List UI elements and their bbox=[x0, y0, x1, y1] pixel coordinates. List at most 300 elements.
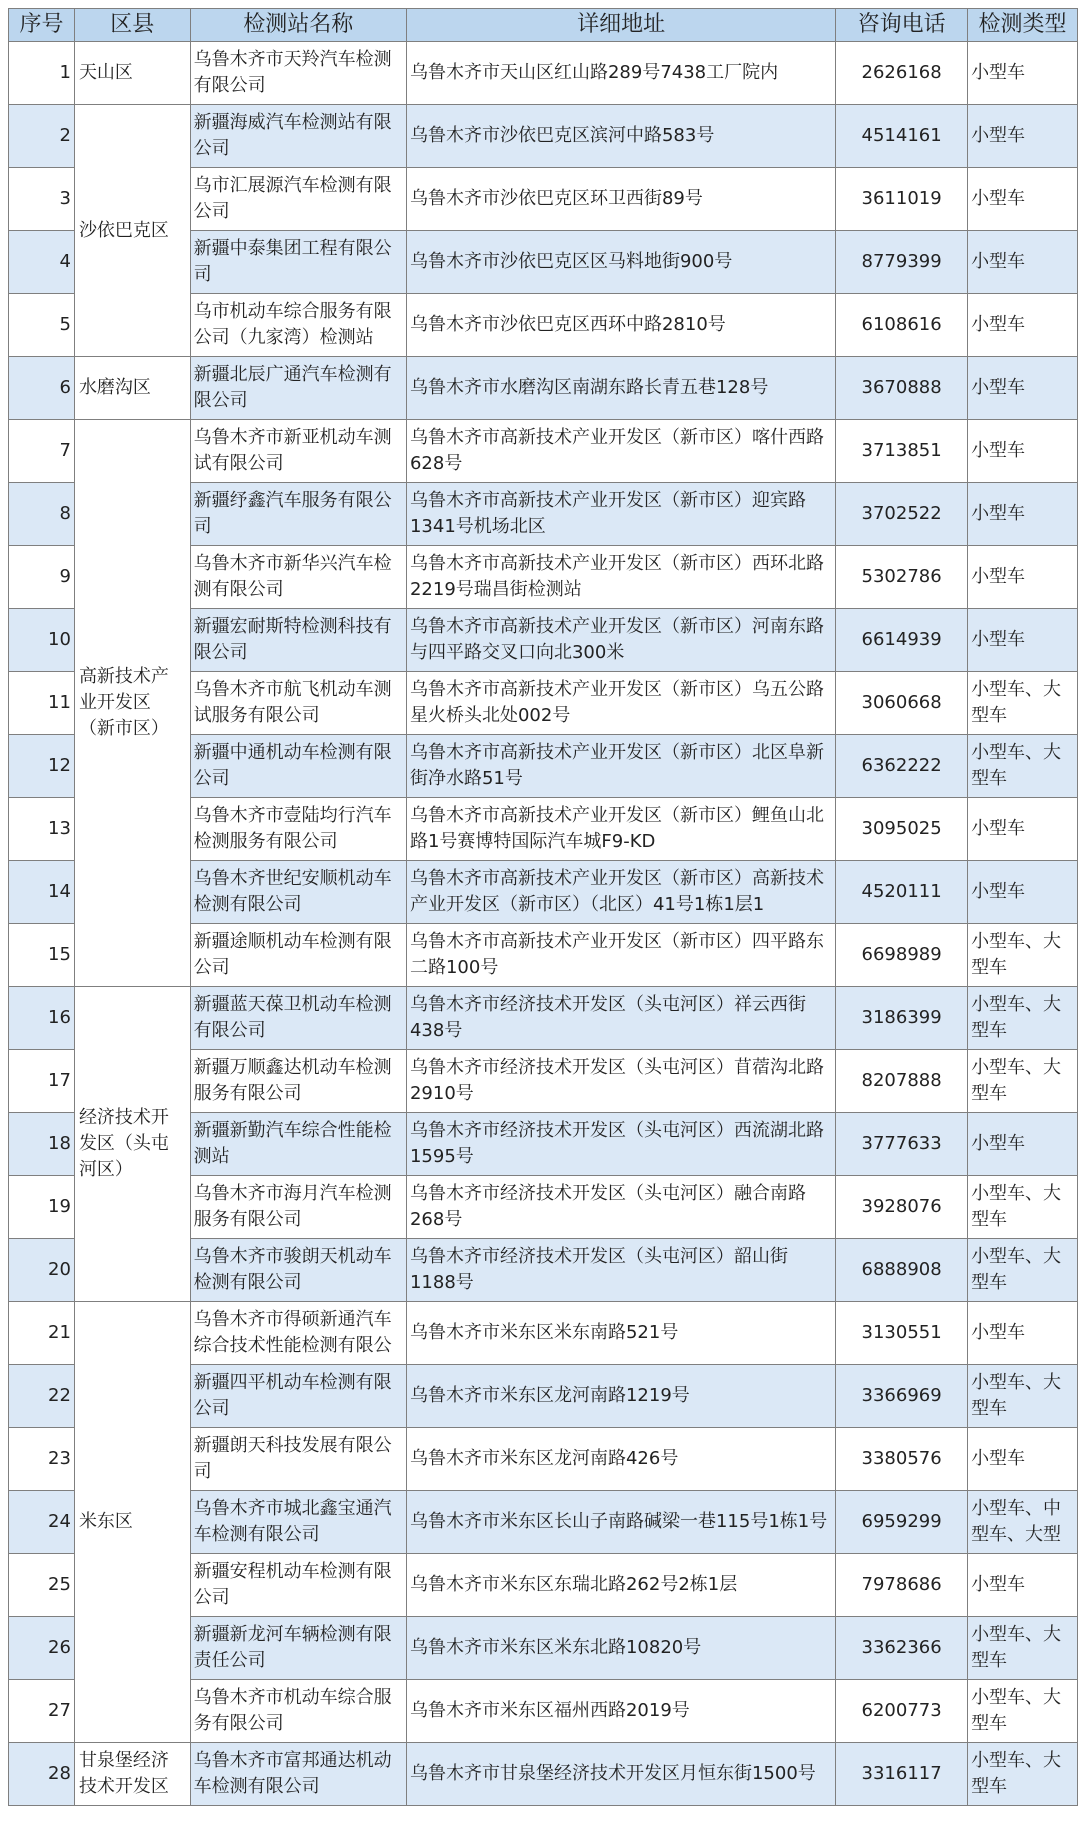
cell-type bbox=[968, 294, 1078, 357]
cell-district: 高新技术产业开发区（新市区） bbox=[74, 420, 190, 987]
cell-address-text: 乌鲁木齐市高新技术产业开发区（新市区）喀什西路628号 bbox=[409, 427, 824, 474]
cell-address-text: 乌鲁木齐市米东区米东南路521号 bbox=[409, 1322, 679, 1343]
station-table-wrapper bbox=[8, 8, 1078, 1806]
cell-station-name bbox=[190, 42, 406, 105]
cell-index-text: 2 bbox=[59, 125, 71, 146]
cell-address bbox=[406, 1176, 835, 1239]
cell-type bbox=[968, 1491, 1078, 1554]
cell-address-text: 乌鲁木齐市经济技术开发区（头屯河区）苜蓿沟北路2910号 bbox=[409, 1057, 824, 1104]
cell-index-text: 11 bbox=[48, 692, 71, 713]
cell-type-text: 小型车 bbox=[971, 629, 1026, 650]
cell-address-text: 乌鲁木齐市高新技术产业开发区（新市区）迎宾路1341号机场北区 bbox=[409, 490, 806, 537]
cell-type-text: 小型车 bbox=[971, 1322, 1026, 1343]
cell-type-text: 小型车、大型车 bbox=[971, 1624, 1062, 1671]
cell-phone bbox=[836, 546, 968, 609]
cell-district: 甘泉堡经济技术开发区 bbox=[74, 1743, 190, 1806]
cell-station-name bbox=[190, 1365, 406, 1428]
cell-station-name-text: 新疆新勤汽车综合性能检测站 bbox=[193, 1120, 392, 1167]
table-row bbox=[9, 105, 1078, 168]
cell-address bbox=[406, 987, 835, 1050]
cell-station-name bbox=[190, 609, 406, 672]
cell-phone bbox=[836, 1554, 968, 1617]
cell-address-text: 乌鲁木齐市米东区龙河南路426号 bbox=[409, 1448, 679, 1469]
cell-phone bbox=[836, 1365, 968, 1428]
cell-type-text: 小型车、大型车 bbox=[971, 1057, 1062, 1104]
cell-phone-text: 6108616 bbox=[861, 314, 942, 335]
cell-station-name-text: 新疆四平机动车检测有限公司 bbox=[193, 1372, 392, 1419]
cell-index bbox=[9, 672, 75, 735]
cell-station-name bbox=[190, 735, 406, 798]
cell-index bbox=[9, 1239, 75, 1302]
cell-phone-text: 6959299 bbox=[861, 1511, 942, 1532]
cell-phone-text: 8207888 bbox=[861, 1070, 942, 1091]
cell-station-name-text: 新疆宏耐斯特检测科技有限公司 bbox=[193, 616, 392, 663]
cell-phone-text: 3702522 bbox=[861, 503, 942, 524]
cell-address bbox=[406, 231, 835, 294]
cell-address-text: 乌鲁木齐市沙依巴克区区马料地街900号 bbox=[409, 251, 733, 272]
cell-phone bbox=[836, 735, 968, 798]
table-row bbox=[9, 1302, 1078, 1365]
cell-address bbox=[406, 672, 835, 735]
cell-phone-text: 3611019 bbox=[861, 188, 942, 209]
cell-address bbox=[406, 1428, 835, 1491]
header-address: 详细地址 bbox=[406, 9, 835, 42]
cell-type-text: 小型车 bbox=[971, 251, 1026, 272]
cell-address-text: 乌鲁木齐市高新技术产业开发区（新市区）河南东路与四平路交叉口向北300米 bbox=[409, 616, 824, 663]
cell-address bbox=[406, 1050, 835, 1113]
cell-index bbox=[9, 861, 75, 924]
cell-phone-text: 3777633 bbox=[861, 1133, 942, 1154]
cell-index-text: 15 bbox=[48, 944, 71, 965]
cell-type bbox=[968, 987, 1078, 1050]
cell-type-text: 小型车 bbox=[971, 566, 1026, 587]
cell-station-name-text: 乌市汇展源汽车检测有限公司 bbox=[193, 175, 392, 222]
cell-index bbox=[9, 357, 75, 420]
cell-phone-text: 3713851 bbox=[861, 440, 942, 461]
cell-type bbox=[968, 1365, 1078, 1428]
cell-index-text: 9 bbox=[59, 566, 71, 587]
cell-station-name bbox=[190, 168, 406, 231]
cell-index-text: 23 bbox=[48, 1448, 71, 1469]
cell-index-text: 21 bbox=[48, 1322, 71, 1343]
cell-phone-text: 3380576 bbox=[861, 1448, 942, 1469]
cell-station-name-text: 新疆朗天科技发展有限公司 bbox=[193, 1435, 392, 1482]
cell-station-name-text: 乌鲁木齐市城北鑫宝通汽车检测有限公司 bbox=[193, 1498, 392, 1545]
cell-type bbox=[968, 1428, 1078, 1491]
cell-station-name-text: 乌鲁木齐市壹陆均行汽车检测服务有限公司 bbox=[193, 805, 392, 852]
cell-station-name-text: 新疆新龙河车辆检测有限责任公司 bbox=[193, 1624, 392, 1671]
cell-station-name-text: 乌鲁木齐市骏朗天机动车检测有限公司 bbox=[193, 1246, 392, 1293]
cell-type bbox=[968, 1302, 1078, 1365]
cell-index bbox=[9, 1050, 75, 1113]
cell-station-name-text: 乌鲁木齐市海月汽车检测服务有限公司 bbox=[193, 1183, 392, 1230]
cell-index-text: 24 bbox=[48, 1511, 71, 1532]
cell-index bbox=[9, 609, 75, 672]
cell-phone-text: 3670888 bbox=[861, 377, 942, 398]
cell-type-text: 小型车、大型车 bbox=[971, 679, 1062, 726]
cell-index-text: 3 bbox=[59, 188, 71, 209]
cell-address bbox=[406, 924, 835, 987]
cell-phone bbox=[836, 357, 968, 420]
table-row bbox=[9, 1743, 1078, 1806]
cell-index-text: 17 bbox=[48, 1070, 71, 1091]
cell-type bbox=[968, 357, 1078, 420]
cell-address bbox=[406, 1302, 835, 1365]
cell-type-text: 小型车、中型车、大型 bbox=[971, 1498, 1062, 1545]
cell-station-name-text: 新疆北辰广通汽车检测有限公司 bbox=[193, 364, 392, 411]
table-row bbox=[9, 357, 1078, 420]
cell-address-text: 乌鲁木齐市高新技术产业开发区（新市区）高新技术产业开发区（新市区）（北区）41号1栋1层1 bbox=[409, 868, 824, 915]
cell-district: 米东区 bbox=[74, 1302, 190, 1743]
cell-phone bbox=[836, 1113, 968, 1176]
cell-phone bbox=[836, 798, 968, 861]
cell-station-name bbox=[190, 1113, 406, 1176]
cell-station-name bbox=[190, 861, 406, 924]
cell-index bbox=[9, 483, 75, 546]
cell-index-text: 25 bbox=[48, 1574, 71, 1595]
cell-station-name bbox=[190, 1491, 406, 1554]
cell-phone-text: 5302786 bbox=[861, 566, 942, 587]
cell-address-text: 乌鲁木齐市米东区龙河南路1219号 bbox=[409, 1385, 690, 1406]
cell-type bbox=[968, 672, 1078, 735]
cell-type-text: 小型车 bbox=[971, 440, 1026, 461]
cell-phone-text: 6888908 bbox=[861, 1259, 942, 1280]
cell-phone bbox=[836, 168, 968, 231]
header-station-name: 检测站名称 bbox=[190, 9, 406, 42]
cell-index-text: 14 bbox=[48, 881, 71, 902]
cell-phone bbox=[836, 231, 968, 294]
header-district: 区县 bbox=[74, 9, 190, 42]
cell-phone bbox=[836, 672, 968, 735]
cell-district: 天山区 bbox=[74, 42, 190, 105]
cell-type-text: 小型车 bbox=[971, 314, 1026, 335]
cell-phone bbox=[836, 1050, 968, 1113]
cell-index bbox=[9, 924, 75, 987]
cell-address-text: 乌鲁木齐市甘泉堡经济技术开发区月恒东街1500号 bbox=[409, 1763, 816, 1784]
cell-phone bbox=[836, 1680, 968, 1743]
cell-type-text: 小型车 bbox=[971, 1574, 1026, 1595]
cell-address bbox=[406, 546, 835, 609]
cell-address bbox=[406, 483, 835, 546]
cell-index bbox=[9, 1113, 75, 1176]
cell-address bbox=[406, 1239, 835, 1302]
cell-address-text: 乌鲁木齐市水磨沟区南湖东路长青五巷128号 bbox=[409, 377, 769, 398]
cell-station-name-text: 乌鲁木齐世纪安顺机动车检测有限公司 bbox=[193, 868, 392, 915]
cell-index bbox=[9, 798, 75, 861]
cell-index bbox=[9, 1617, 75, 1680]
cell-phone-text: 3316117 bbox=[861, 1763, 942, 1784]
cell-station-name-text: 新疆中通机动车检测有限公司 bbox=[193, 742, 392, 789]
cell-station-name-text: 新疆纾鑫汽车服务有限公司 bbox=[193, 490, 392, 537]
cell-station-name-text: 新疆海威汽车检测站有限公司 bbox=[193, 112, 392, 159]
cell-phone bbox=[836, 1617, 968, 1680]
cell-phone bbox=[836, 987, 968, 1050]
cell-index-text: 16 bbox=[48, 1007, 71, 1028]
cell-phone bbox=[836, 924, 968, 987]
cell-address-text: 乌鲁木齐市经济技术开发区（头屯河区）韶山街1188号 bbox=[409, 1246, 788, 1293]
cell-station-name-text: 乌鲁木齐市新华兴汽车检测有限公司 bbox=[193, 553, 392, 600]
cell-phone bbox=[836, 294, 968, 357]
cell-index-text: 22 bbox=[48, 1385, 71, 1406]
cell-index-text: 7 bbox=[59, 440, 71, 461]
cell-station-name bbox=[190, 987, 406, 1050]
cell-type-text: 小型车、大型车 bbox=[971, 931, 1062, 978]
cell-phone bbox=[836, 105, 968, 168]
cell-index bbox=[9, 231, 75, 294]
cell-phone bbox=[836, 1239, 968, 1302]
cell-address-text: 乌鲁木齐市天山区红山路289号7438工厂院内 bbox=[409, 62, 779, 83]
cell-phone bbox=[836, 861, 968, 924]
cell-phone-text: 7978686 bbox=[861, 1574, 942, 1595]
cell-address bbox=[406, 1617, 835, 1680]
cell-phone-text: 4514161 bbox=[861, 125, 942, 146]
cell-address-text: 乌鲁木齐市高新技术产业开发区（新市区）乌五公路星火桥头北处002号 bbox=[409, 679, 824, 726]
cell-phone bbox=[836, 1176, 968, 1239]
cell-type bbox=[968, 42, 1078, 105]
cell-type-text: 小型车、大型车 bbox=[971, 1687, 1062, 1734]
cell-type-text: 小型车 bbox=[971, 818, 1026, 839]
cell-type bbox=[968, 609, 1078, 672]
cell-station-name bbox=[190, 1428, 406, 1491]
cell-address-text: 乌鲁木齐市米东区福州西路2019号 bbox=[409, 1700, 690, 1721]
cell-index bbox=[9, 1176, 75, 1239]
cell-index bbox=[9, 420, 75, 483]
cell-type bbox=[968, 105, 1078, 168]
cell-station-name-text: 乌鲁木齐市天羚汽车检测有限公司 bbox=[193, 49, 392, 96]
cell-type-text: 小型车 bbox=[971, 377, 1026, 398]
cell-type bbox=[968, 861, 1078, 924]
cell-index bbox=[9, 1680, 75, 1743]
cell-station-name bbox=[190, 1302, 406, 1365]
cell-type bbox=[968, 1554, 1078, 1617]
table-body bbox=[9, 42, 1078, 1806]
cell-phone bbox=[836, 42, 968, 105]
cell-phone-text: 8779399 bbox=[861, 251, 942, 272]
cell-address-text: 乌鲁木齐市经济技术开发区（头屯河区）祥云西街438号 bbox=[409, 994, 806, 1041]
cell-address-text: 乌鲁木齐市米东区东瑞北路262号2栋1层 bbox=[409, 1574, 738, 1595]
cell-phone bbox=[836, 483, 968, 546]
cell-index bbox=[9, 987, 75, 1050]
cell-address bbox=[406, 1491, 835, 1554]
cell-station-name-text: 新疆中泰集团工程有限公司 bbox=[193, 238, 392, 285]
cell-type-text: 小型车 bbox=[971, 62, 1026, 83]
table-row bbox=[9, 987, 1078, 1050]
cell-type-text: 小型车、大型车 bbox=[971, 994, 1062, 1041]
cell-index bbox=[9, 1743, 75, 1806]
cell-phone-text: 3362366 bbox=[861, 1637, 942, 1658]
cell-phone bbox=[836, 420, 968, 483]
cell-address bbox=[406, 1680, 835, 1743]
cell-type bbox=[968, 168, 1078, 231]
cell-index-text: 19 bbox=[48, 1196, 71, 1217]
header-row bbox=[9, 9, 1078, 42]
cell-type bbox=[968, 483, 1078, 546]
cell-phone bbox=[836, 1428, 968, 1491]
cell-phone-text: 3928076 bbox=[861, 1196, 942, 1217]
cell-address bbox=[406, 168, 835, 231]
cell-index-text: 18 bbox=[48, 1133, 71, 1154]
cell-index-text: 13 bbox=[48, 818, 71, 839]
cell-index-text: 26 bbox=[48, 1637, 71, 1658]
cell-index bbox=[9, 105, 75, 168]
cell-station-name bbox=[190, 1680, 406, 1743]
cell-phone-text: 6614939 bbox=[861, 629, 942, 650]
cell-type bbox=[968, 1176, 1078, 1239]
cell-address bbox=[406, 105, 835, 168]
cell-address-text: 乌鲁木齐市沙依巴克区西环中路2810号 bbox=[409, 314, 726, 335]
cell-index bbox=[9, 1554, 75, 1617]
cell-index bbox=[9, 546, 75, 609]
cell-address bbox=[406, 798, 835, 861]
cell-phone-text: 3095025 bbox=[861, 818, 942, 839]
cell-station-name bbox=[190, 105, 406, 168]
cell-type bbox=[968, 231, 1078, 294]
cell-station-name bbox=[190, 1617, 406, 1680]
cell-phone-text: 3366969 bbox=[861, 1385, 942, 1406]
cell-index bbox=[9, 168, 75, 231]
cell-station-name bbox=[190, 1176, 406, 1239]
cell-type-text: 小型车、大型车 bbox=[971, 1183, 1062, 1230]
cell-phone bbox=[836, 1491, 968, 1554]
cell-address-text: 乌鲁木齐市经济技术开发区（头屯河区）西流湖北路1595号 bbox=[409, 1120, 824, 1167]
cell-phone-text: 6362222 bbox=[861, 755, 942, 776]
cell-station-name-text: 乌市机动车综合服务有限公司（九家湾）检测站 bbox=[193, 301, 392, 348]
cell-index bbox=[9, 735, 75, 798]
cell-address bbox=[406, 1743, 835, 1806]
cell-station-name bbox=[190, 1050, 406, 1113]
cell-index-text: 5 bbox=[59, 314, 71, 335]
cell-station-name-text: 乌鲁木齐市富邦通达机动车检测有限公司 bbox=[193, 1750, 392, 1797]
cell-type-text: 小型车 bbox=[971, 1133, 1026, 1154]
cell-station-name bbox=[190, 231, 406, 294]
cell-district: 经济技术开发区（头屯河区） bbox=[74, 987, 190, 1302]
cell-address bbox=[406, 1365, 835, 1428]
cell-phone bbox=[836, 1743, 968, 1806]
cell-index bbox=[9, 1365, 75, 1428]
cell-index-text: 27 bbox=[48, 1700, 71, 1721]
cell-district: 沙依巴克区 bbox=[74, 105, 190, 357]
cell-phone bbox=[836, 1302, 968, 1365]
cell-type-text: 小型车 bbox=[971, 503, 1026, 524]
cell-station-name bbox=[190, 420, 406, 483]
cell-index bbox=[9, 1302, 75, 1365]
cell-phone-text: 2626168 bbox=[861, 62, 942, 83]
cell-station-name-text: 新疆蓝天葆卫机动车检测有限公司 bbox=[193, 994, 392, 1041]
cell-index-text: 4 bbox=[59, 251, 71, 272]
cell-type-text: 小型车 bbox=[971, 881, 1026, 902]
cell-address-text: 乌鲁木齐市米东区米东北路10820号 bbox=[409, 1637, 702, 1658]
cell-type bbox=[968, 1239, 1078, 1302]
cell-address bbox=[406, 42, 835, 105]
cell-address-text: 乌鲁木齐市高新技术产业开发区（新市区）北区阜新街净水路51号 bbox=[409, 742, 824, 789]
cell-type-text: 小型车、大型车 bbox=[971, 1372, 1062, 1419]
cell-phone bbox=[836, 609, 968, 672]
cell-type bbox=[968, 1680, 1078, 1743]
cell-type bbox=[968, 1743, 1078, 1806]
cell-index bbox=[9, 1491, 75, 1554]
cell-index-text: 6 bbox=[59, 377, 71, 398]
cell-type-text: 小型车、大型车 bbox=[971, 1750, 1062, 1797]
cell-station-name-text: 新疆途顺机动车检测有限公司 bbox=[193, 931, 392, 978]
cell-type-text: 小型车 bbox=[971, 125, 1026, 146]
cell-station-name-text: 新疆安程机动车检测有限公司 bbox=[193, 1561, 392, 1608]
cell-address-text: 乌鲁木齐市沙依巴克区环卫西街89号 bbox=[409, 188, 703, 209]
header-phone: 咨询电话 bbox=[836, 9, 968, 42]
cell-index-text: 1 bbox=[59, 62, 71, 83]
cell-address bbox=[406, 735, 835, 798]
cell-station-name-text: 乌鲁木齐市得硕新通汽车综合技术性能检测有限公 bbox=[193, 1309, 392, 1356]
cell-type bbox=[968, 1617, 1078, 1680]
cell-address bbox=[406, 357, 835, 420]
cell-type bbox=[968, 798, 1078, 861]
cell-phone-text: 4520111 bbox=[861, 881, 942, 902]
cell-index bbox=[9, 1428, 75, 1491]
cell-type-text: 小型车、大型车 bbox=[971, 1246, 1062, 1293]
cell-index-text: 20 bbox=[48, 1259, 71, 1280]
cell-type bbox=[968, 1113, 1078, 1176]
inspection-station-table bbox=[8, 8, 1078, 1806]
cell-type bbox=[968, 735, 1078, 798]
cell-station-name bbox=[190, 1239, 406, 1302]
cell-address-text: 乌鲁木齐市高新技术产业开发区（新市区）四平路东二路100号 bbox=[409, 931, 824, 978]
cell-address-text: 乌鲁木齐市米东区长山子南路碱梁一巷115号1栋1号 bbox=[409, 1511, 828, 1532]
cell-address bbox=[406, 861, 835, 924]
cell-station-name-text: 乌鲁木齐市航飞机动车测试服务有限公司 bbox=[193, 679, 392, 726]
cell-station-name bbox=[190, 924, 406, 987]
cell-index-text: 12 bbox=[48, 755, 71, 776]
cell-type-text: 小型车 bbox=[971, 1448, 1026, 1469]
cell-type-text: 小型车、大型车 bbox=[971, 742, 1062, 789]
cell-phone-text: 3060668 bbox=[861, 692, 942, 713]
cell-phone-text: 6698989 bbox=[861, 944, 942, 965]
cell-index-text: 28 bbox=[48, 1763, 71, 1784]
cell-address bbox=[406, 1554, 835, 1617]
cell-station-name bbox=[190, 1554, 406, 1617]
cell-station-name-text: 新疆万顺鑫达机动车检测服务有限公司 bbox=[193, 1057, 392, 1104]
cell-index-text: 10 bbox=[48, 629, 71, 650]
cell-address-text: 乌鲁木齐市高新技术产业开发区（新市区）鲤鱼山北路1号赛博特国际汽车城F9-KD bbox=[409, 805, 824, 852]
cell-address-text: 乌鲁木齐市经济技术开发区（头屯河区）融合南路268号 bbox=[409, 1183, 806, 1230]
cell-station-name bbox=[190, 483, 406, 546]
cell-type bbox=[968, 924, 1078, 987]
header-index: 序号 bbox=[9, 9, 75, 42]
cell-index bbox=[9, 294, 75, 357]
cell-station-name-text: 乌鲁木齐市机动车综合服务有限公司 bbox=[193, 1687, 392, 1734]
cell-type bbox=[968, 546, 1078, 609]
cell-phone-text: 3186399 bbox=[861, 1007, 942, 1028]
cell-station-name-text: 乌鲁木齐市新亚机动车测试有限公司 bbox=[193, 427, 392, 474]
table-row bbox=[9, 42, 1078, 105]
cell-station-name bbox=[190, 672, 406, 735]
cell-index bbox=[9, 42, 75, 105]
cell-type-text: 小型车 bbox=[971, 188, 1026, 209]
cell-address-text: 乌鲁木齐市沙依巴克区滨河中路583号 bbox=[409, 125, 715, 146]
cell-address bbox=[406, 294, 835, 357]
cell-address-text: 乌鲁木齐市高新技术产业开发区（新市区）西环北路2219号瑞昌街检测站 bbox=[409, 553, 824, 600]
header-type: 检测类型 bbox=[968, 9, 1078, 42]
cell-phone-text: 3130551 bbox=[861, 1322, 942, 1343]
cell-index-text: 8 bbox=[59, 503, 71, 524]
cell-station-name bbox=[190, 294, 406, 357]
cell-address bbox=[406, 1113, 835, 1176]
cell-type bbox=[968, 1050, 1078, 1113]
cell-address bbox=[406, 420, 835, 483]
cell-phone-text: 6200773 bbox=[861, 1700, 942, 1721]
cell-address bbox=[406, 609, 835, 672]
cell-station-name bbox=[190, 798, 406, 861]
table-row bbox=[9, 420, 1078, 483]
cell-station-name bbox=[190, 546, 406, 609]
